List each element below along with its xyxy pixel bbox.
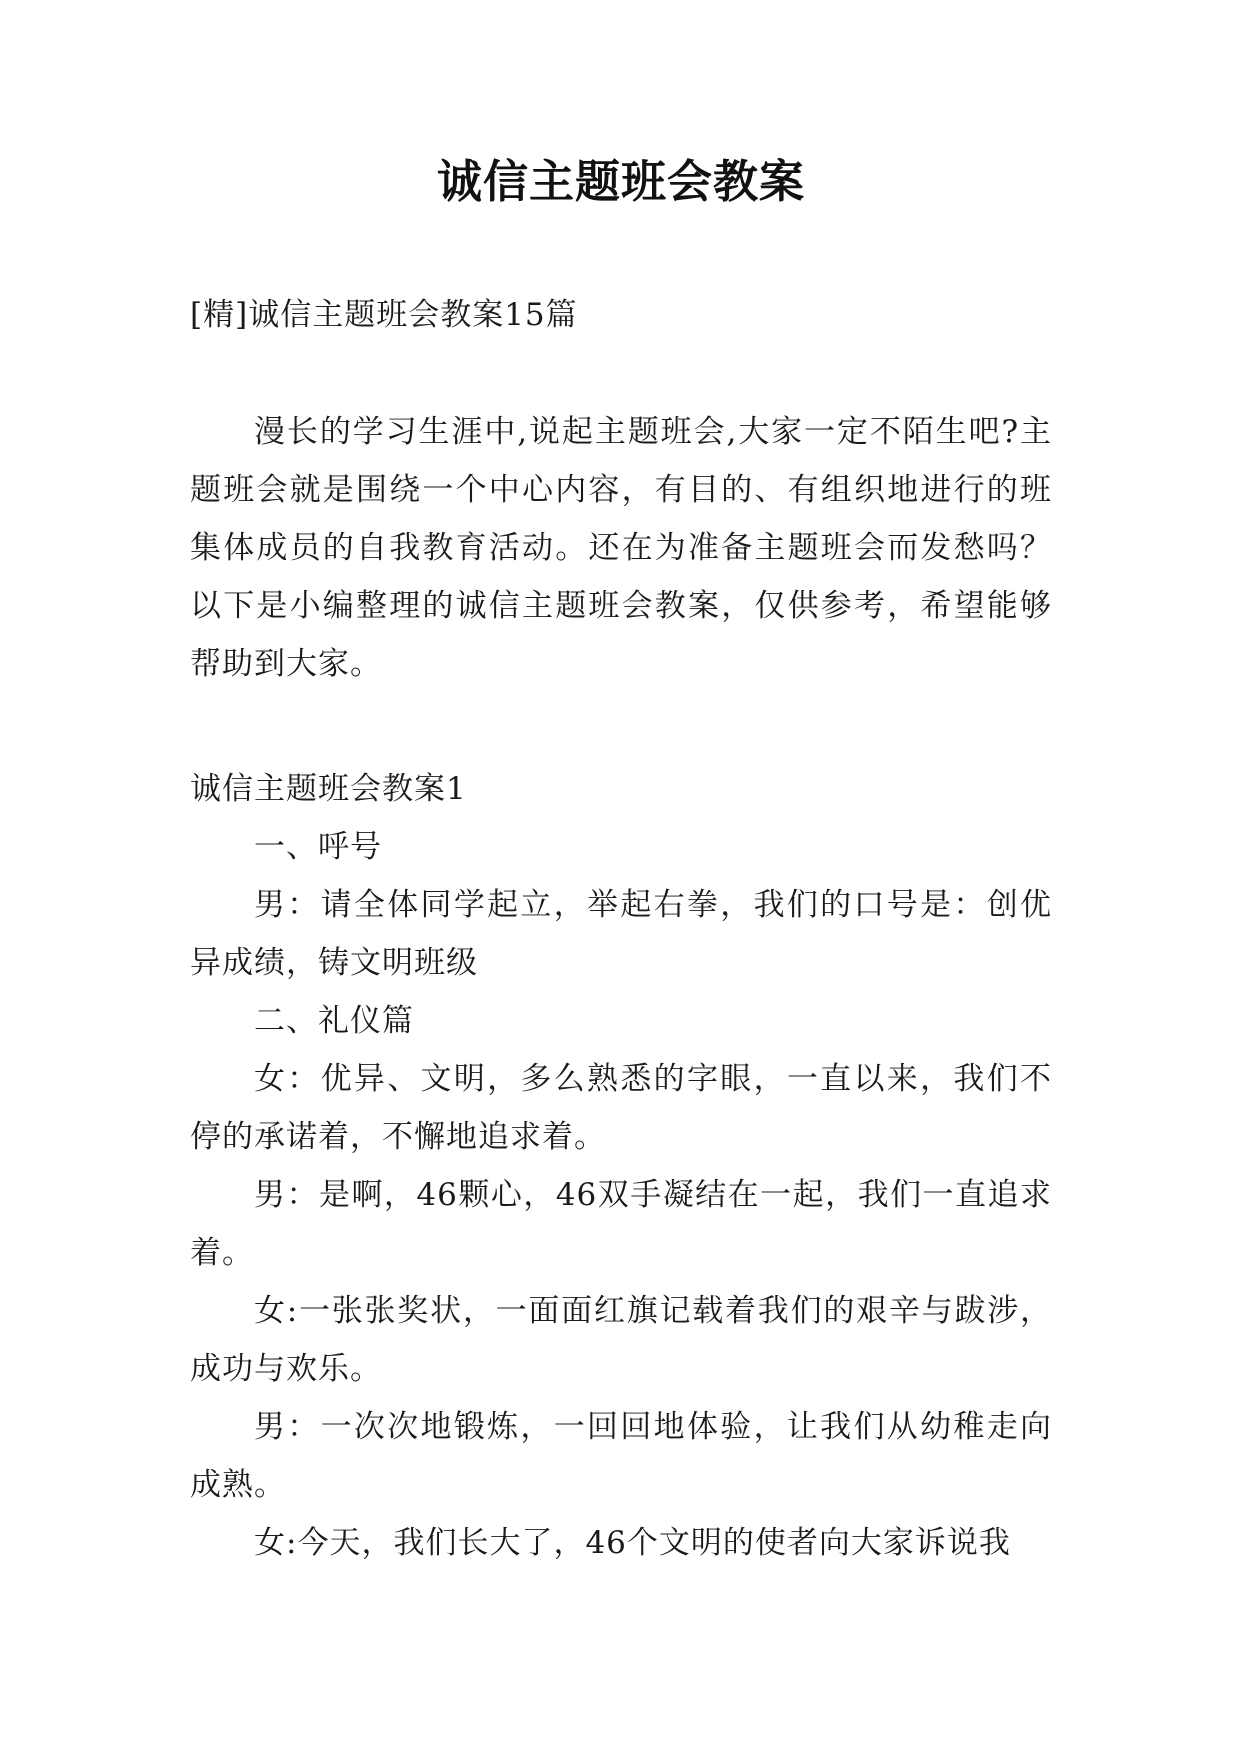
section-paragraph: 一、呼号 [254,829,382,865]
section-paragraph: 男：一次次地锻炼，一回回地体验，让我们从幼稚走向成熟。 [190,1409,1052,1503]
section-paragraph: 二、礼仪篇 [254,1003,414,1039]
lesson-plan-section-1 [190,760,1052,1572]
section-paragraph: 女:今天，我们长大了，46个文明的使者向大家诉说我 [254,1525,1011,1561]
section-paragraph: 女：优异、文明，多么熟悉的字眼，一直以来，我们不停的承诺着，不懈地追求着。 [190,1061,1052,1155]
section-heading: 诚信主题班会教案1 [190,771,467,807]
section-paragraph: 男：是啊，46颗心，46双手凝结在一起，我们一直追求着。 [190,1177,1052,1271]
document-title: 诚信主题班会教案 [436,155,805,208]
section-paragraph: 女:一张张奖状，一面面红旗记载着我们的艰辛与跋涉，成功与欢乐。 [190,1293,1052,1387]
section-paragraph: 男：请全体同学起立，举起右拳，我们的口号是：创优异成绩，铸文明班级 [190,887,1052,981]
intro-paragraph: 漫长的学习生涯中,说起主题班会,大家一定不陌生吧?主题班会就是围绕一个中心内容，有目的、有组织地进行的班集体成员的自我教育活动。还在为准备主题班会而发愁吗？以下是小编整理的诚信主题班会教案，仅供参考，希望能够帮助到大家。 [190,414,1052,682]
document-subtitle: [精]诚信主题班会教案15篇 [190,297,578,333]
